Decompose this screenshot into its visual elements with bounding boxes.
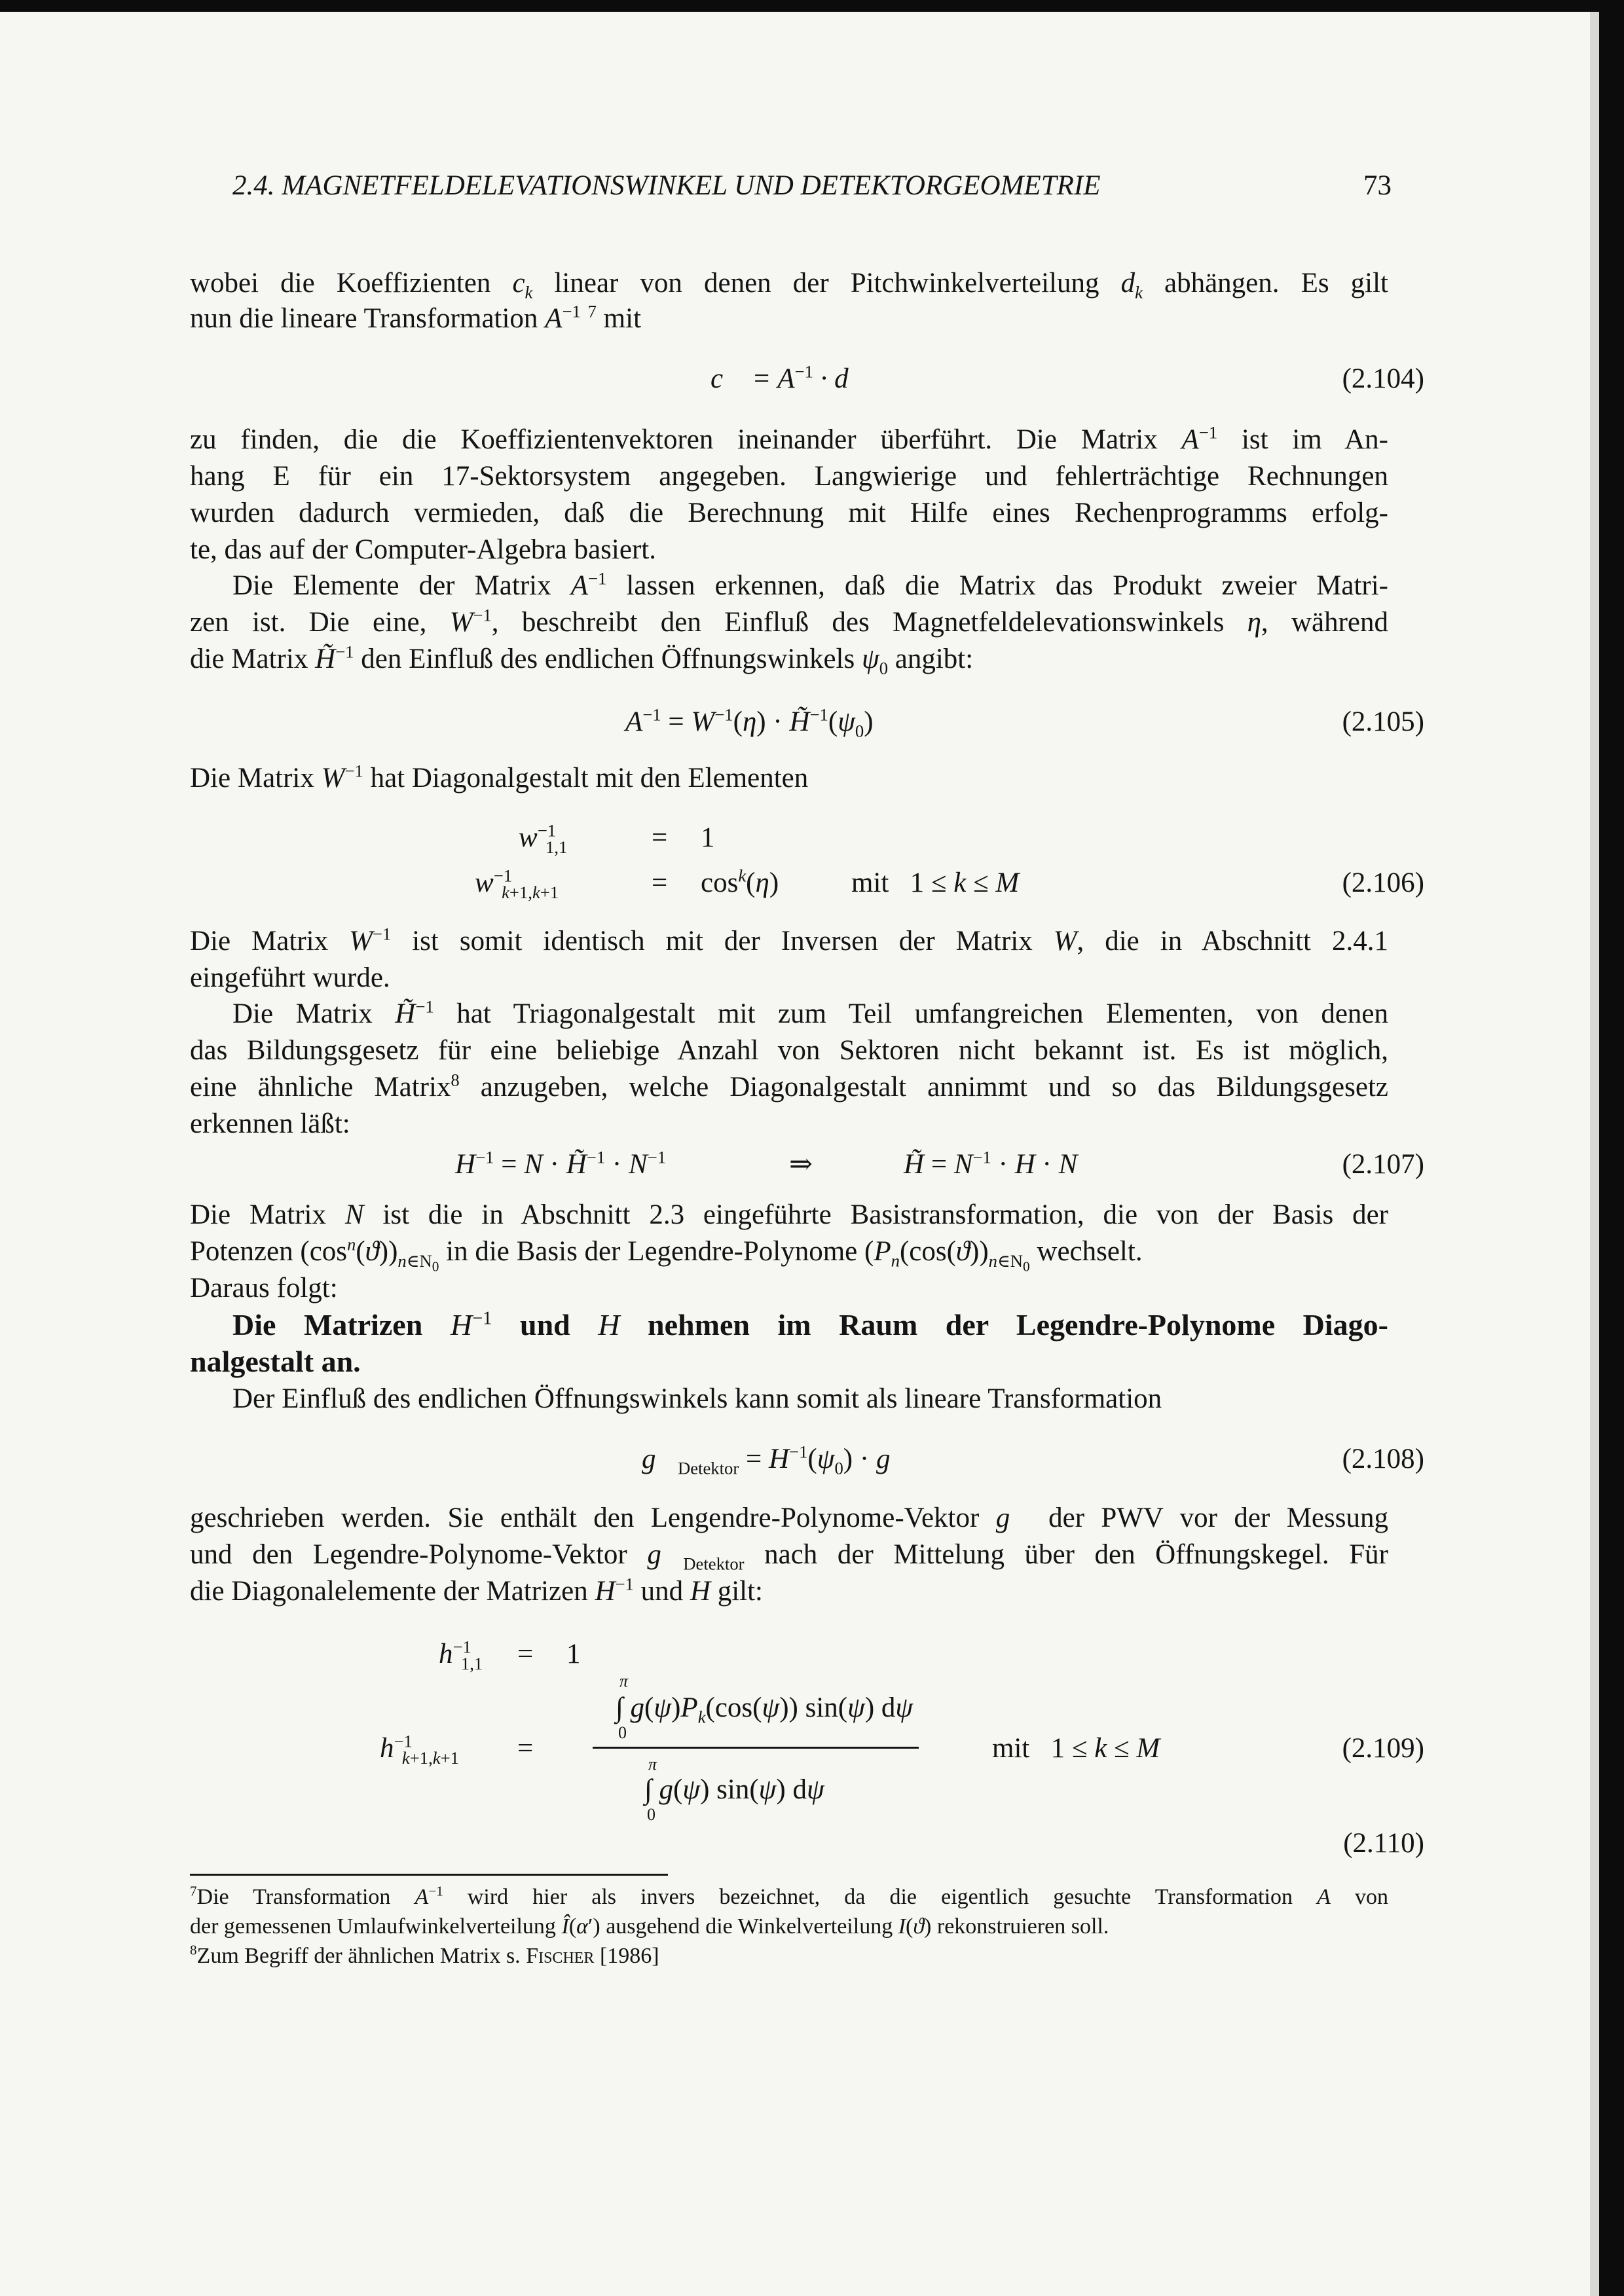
paragraph-2-line-2: hang E für ein 17-Sektorsystem angegeben. Langwierige und fehlerträchtige Rechnungen xyxy=(190,461,1388,492)
paragraph-2-line-4: te, das auf der Computer-Algebra basiert. xyxy=(190,534,656,565)
equation-2-109-lhs-2: $h^{-1}_{k+1,k+1}$ xyxy=(380,1731,459,1768)
equation-number-2-109: (2.109) xyxy=(1342,1733,1424,1764)
equation-2-106-lhs-2: $w^{-1}_{k+1,k+1}$ xyxy=(475,866,559,902)
running-title: 2.4. MAGNETFELDELEVATIONSWINKEL UND DETEKTORGEOMETRIE xyxy=(232,170,1101,201)
equation-2-105: $A^{-1} = W^{-1}(\eta)$ · $H̃^{-1}(\psi_0)$ xyxy=(625,704,874,741)
equation-2-106-rhs-2: $\cos^k(\eta)$ xyxy=(701,866,779,898)
paragraph-6-line-1: Die Matrix H̃$^{-1}$ hat Triagonalgestalt mit zum Teil umfangreichen Elementen, von denen xyxy=(232,996,1388,1029)
paragraph-3-line-1: Die Elemente der Matrix $A^{-1}$ lassen erkennen, daß die Matrix das Produkt zweier Matri- xyxy=(232,568,1388,601)
paragraph-5-line-1: Die Matrix $W^{-1}$ ist somit identisch mit der Inversen der Matrix W, die in Abschnitt 2.4.1 xyxy=(190,924,1388,957)
paragraph-9-line-3: die Diagonalelemente der Matrizen $H^{-1}$ und H gilt: xyxy=(190,1574,763,1607)
integral-lower-limit-numerator: 0 xyxy=(618,1723,627,1742)
integral-upper-limit-denominator: π xyxy=(648,1755,657,1774)
footnote-8: $^8$Zum Begriff der ähnlichen Matrix s. Fischer [1986] xyxy=(190,1942,659,1968)
equation-2-106-condition: mit 1 ≤ k ≤ M xyxy=(851,867,1020,898)
bold-statement-line-1: Die Matrizen $H^{-1}$ und H nehmen im Raum der Legendre-Polynome Diago- xyxy=(232,1308,1388,1341)
equation-2-107-arrow: ⇒ xyxy=(789,1149,813,1180)
equation-2-107-left: $H^{-1} = N$ · H̃$^{-1}$ · $N^{-1}$ xyxy=(455,1147,667,1180)
paragraph-7-line-1: Die Matrix N ist die in Abschnitt 2.3 eingeführte Basistransformation, die von der Basis der xyxy=(190,1199,1389,1230)
equation-2-106-eq-1: = xyxy=(652,822,668,853)
paragraph-1-line-2: nun die lineare Transformation $A^{-1}$ $^7$ mit xyxy=(190,301,642,334)
equation-2-109-numerator: ∫ $g(\psi)P_k(\cos(\psi))$ sin(ψ) dψ xyxy=(616,1692,913,1727)
footnote-7-line-2: der gemessenen Umlaufwinkelverteilung Î(α′) ausgehend die Winkelverteilung I(ϑ) rekonstruieren soll. xyxy=(190,1914,1109,1939)
paragraph-6-line-3: eine ähnliche Matrix$^8$ anzugeben, welche Diagonalgestalt annimmt und so das Bildungsgesetz xyxy=(190,1070,1388,1102)
paragraph-6-line-2: das Bildungsgesetz für eine beliebige Anzahl von Sektoren nicht bekannt ist. Es ist möglich, xyxy=(190,1035,1388,1066)
equation-2-109-eq-1: = xyxy=(517,1639,534,1669)
fraction-bar xyxy=(593,1747,919,1749)
equation-number-2-105: (2.105) xyxy=(1342,706,1424,737)
paragraph-8-line-1: Der Einfluß des endlichen Öffnungswinkels kann somit als lineare Transformation xyxy=(232,1383,1162,1414)
equation-number-2-108: (2.108) xyxy=(1342,1444,1424,1474)
equation-2-104: c⃗ = $A^{-1}$ · d⃗ xyxy=(710,361,871,394)
equation-2-106-rhs-1: 1 xyxy=(701,822,715,853)
paragraph-7-line-2: Potenzen $(\cos^n(ϑ))_{n\in N_0}$ in die Basis der Legendre-Polynome ($P_n(\cos(ϑ))_{n\in N_0}$ wechselt. xyxy=(190,1234,1143,1274)
paragraph-1-line-1: wobei die Koeffizienten $c_k$ linear von denen der Pitchwinkelverteilung $d_k$ abhängen. Es gilt xyxy=(190,268,1388,302)
equation-2-108: $g⃗_{Detektor} = H^{-1}(\psi_0)$ · g⃗ xyxy=(642,1442,912,1478)
integral-upper-limit-numerator: π xyxy=(619,1671,629,1690)
equation-2-107-right: H̃ = $N^{-1} \cdot H \cdot N$ xyxy=(904,1147,1078,1180)
paragraph-3-line-3: die Matrix H̃$^{-1}$ den Einfluß des endlichen Öffnungswinkels $\psi_0$ angibt: xyxy=(190,642,974,678)
equation-2-109-denominator: ∫ g(ψ) sin(ψ) dψ xyxy=(644,1774,824,1805)
footnote-rule xyxy=(190,1874,668,1876)
paragraph-5-line-2: eingeführt wurde. xyxy=(190,962,390,993)
equation-2-109-eq-2: = xyxy=(517,1733,534,1764)
paragraph-6-line-4: erkennen läßt: xyxy=(190,1108,350,1139)
bold-statement-line-2: nalgestalt an. xyxy=(190,1345,361,1378)
integral-lower-limit-denominator: 0 xyxy=(647,1805,655,1824)
paragraph-9-line-2: und den Legendre-Polynome-Vektor $g⃗_{Detektor}$ nach der Mittelung über den Öffnungskegel. Für xyxy=(190,1539,1388,1574)
equation-2-106-lhs-1: $w^{-1}_{1,1}$ xyxy=(519,820,568,857)
paragraph-4-line-1: Die Matrix $W^{-1}$ hat Diagonalgestalt mit den Elementen xyxy=(190,761,809,793)
equation-number-2-110: (2.110) xyxy=(1343,1828,1424,1859)
paragraph-2-line-3: wurden dadurch vermieden, daß die Berechnung mit Hilfe eines Rechenprogramms erfolg- xyxy=(190,498,1388,528)
footnote-7-line-1: $^7$Die Transformation $A^{-1}$ wird hier als invers bezeichnet, da die eigentlich gesuchte Transformation A von xyxy=(190,1883,1388,1909)
equation-2-109-condition: mit 1 ≤ k ≤ M xyxy=(992,1733,1160,1764)
equation-2-109-rhs-1: 1 xyxy=(566,1639,581,1669)
paragraph-9-line-1: geschrieben werden. Sie enthält den Lengendre-Polynome-Vektor g⃗ der PWV vor der Messung xyxy=(190,1503,1388,1533)
equation-2-106-eq-2: = xyxy=(652,867,668,898)
equation-number-2-107: (2.107) xyxy=(1342,1149,1424,1180)
equation-number-2-104: (2.104) xyxy=(1342,363,1424,394)
page-edge-shadow xyxy=(1590,12,1599,2296)
equation-2-109-lhs-1: $h^{-1}_{1,1}$ xyxy=(439,1637,483,1673)
paragraph-2-line-1: zu finden, die die Koeffizientenvektoren ineinander überführt. Die Matrix $A^{-1}$ ist im An- xyxy=(190,422,1388,455)
paragraph-7-line-3: Daraus folgt: xyxy=(190,1273,338,1303)
paragraph-3-line-2: zen ist. Die eine, $W^{-1}$, beschreibt den Einfluß des Magnetfeldelevationswinkels η, während xyxy=(190,605,1388,638)
equation-number-2-106: (2.106) xyxy=(1342,867,1424,898)
page-number: 73 xyxy=(1363,170,1392,201)
